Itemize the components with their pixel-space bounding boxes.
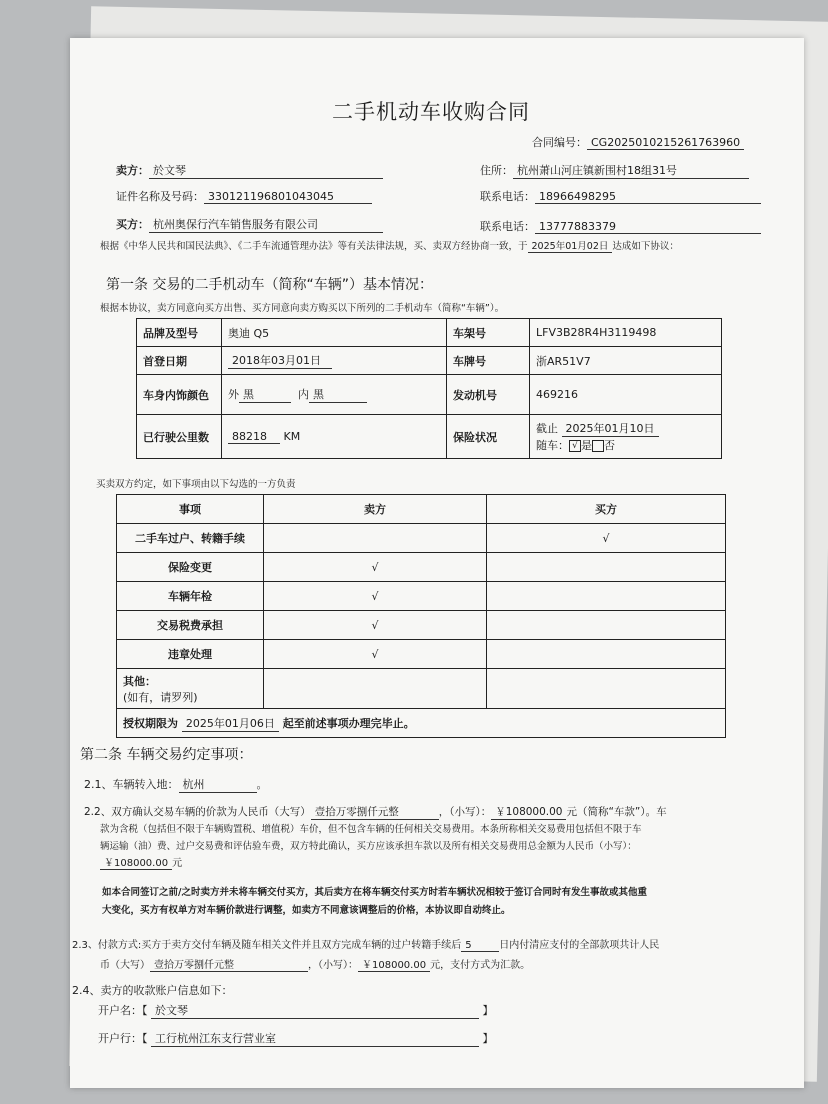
buyer-phone-row: 联系电话： 13777883379 xyxy=(480,218,761,234)
table-row: 违章处理 √ xyxy=(117,640,726,669)
vin-value: LFV3B28R4H3119498 xyxy=(530,319,722,347)
mileage-cell: 88218 KM xyxy=(222,415,447,459)
engine-label: 发动机号 xyxy=(447,375,530,415)
deadline-row: 授权期限为 2025年01月06日 起至前述事项办理完毕止。 xyxy=(117,709,726,738)
col-seller: 卖方 xyxy=(264,495,487,524)
responsibility-table xyxy=(116,494,726,738)
reg-date-cell: 2018年03月01日 xyxy=(222,347,447,375)
yes-checkbox: √ xyxy=(569,440,581,452)
seller-row: 卖方： 於文琴 xyxy=(116,162,383,179)
insurance-cell: 截止 2025年01月10日 随车： √ 是 否 xyxy=(530,415,722,459)
mileage-label: 已行驶公里数 xyxy=(137,415,222,459)
no-checkbox xyxy=(592,440,604,452)
intro-line: 根据《中华人民共和国民法典》、《二手车流通管理办法》等有关法律法规，买、卖双方经协商一致，于 2025年01月02日 达成如下协议： xyxy=(100,238,679,253)
account-name-row: 开户名：【 於文琴 】 xyxy=(98,1004,494,1017)
notice-line2: 大变化，买方有权单方对车辆价款进行调整，如卖方不同意该调整后的价格，本协议即自动终止。 xyxy=(102,905,511,916)
reg-date-label: 首登日期 xyxy=(137,347,222,375)
color-cell: 外 黑 内 黑 xyxy=(222,375,447,415)
clause-2-3-line2: 币（大写） 壹拾万零捌仟元整 ，（小写）： ￥108000.00 元，支付方式为汇款。 xyxy=(100,956,530,972)
article1-title: 第一条 交易的二手机动车（简称“车辆”）基本情况： xyxy=(106,277,433,293)
clause-2-2-line3: 辆运输（油）费、过户交易费和评估验车费，双方特此确认，买方应该承担车款以及所有相关交易费用总金额为人民币（小写）： xyxy=(100,841,637,852)
notice-line1: 如本合同签订之前/之时卖方并未将车辆交付买方，其后卖方在将车辆交付买方时若车辆状况相较于签订合同时有发生事故或其他重 xyxy=(102,887,647,898)
contract-page xyxy=(70,38,804,1088)
seller-address-row: 住所： 杭州萧山河庄镇新围村18组31号 xyxy=(480,162,749,179)
clause-2-4: 2.4、卖方的收款账户信息如下： xyxy=(72,984,233,997)
vin-label: 车架号 xyxy=(447,319,530,347)
article2-title: 第二条 车辆交易约定事项： xyxy=(80,747,253,763)
clause-2-2-line1: 2.2、双方确认交易车辆的价款为人民币（大写） 壹拾万零捌仟元整 ，（小写）： ￥108000.00 元（简称“车款”）。车 xyxy=(84,806,667,818)
insurance-label: 保险状况 xyxy=(447,415,530,459)
color-label: 车身内饰颜色 xyxy=(137,375,222,415)
table-row: 交易税费承担 √ xyxy=(117,611,726,640)
clause-2-2-total: ￥108000.00 元 xyxy=(100,854,182,870)
contract-number: 合同编号： CG2025010215261763960 xyxy=(532,134,744,150)
col-buyer: 买方 xyxy=(487,495,726,524)
clause-2-1: 2.1、车辆转入地： 杭州 。 xyxy=(84,778,268,791)
table-row: 保险变更 √ xyxy=(117,553,726,582)
table-row: 二手车过户、转籍手续 √ xyxy=(117,524,726,553)
agree-intro: 买卖双方约定，如下事项由以下勾选的一方负责 xyxy=(96,479,296,490)
col-item: 事项 xyxy=(117,495,264,524)
engine-value: 469216 xyxy=(530,375,722,415)
id-row: 证件名称及号码： 330121196801043045 xyxy=(116,188,372,204)
account-bank-row: 开户行：【 工行杭州江东支行营业室 】 xyxy=(98,1032,494,1045)
buyer-row: 买方： 杭州奥保行汽车销售服务有限公司 xyxy=(116,216,383,233)
vehicle-table xyxy=(136,318,722,459)
brand-value: 奥迪 Q5 xyxy=(222,319,447,347)
contract-title: 二手机动车收购合同 xyxy=(332,100,530,124)
table-row: 车辆年检 √ xyxy=(117,582,726,611)
article1-desc: 根据本协议，卖方同意向买方出售、买方同意向卖方购买以下所列的二手机动车（简称“车辆”）。 xyxy=(100,303,505,314)
seller-phone-row: 联系电话： 18966498295 xyxy=(480,188,761,204)
plate-label: 车牌号 xyxy=(447,347,530,375)
plate-value: 浙AR51V7 xyxy=(530,347,722,375)
clause-2-3-line1: 2.3、付款方式:买方于卖方交付车辆及随车相关文件并且双方完成车辆的过户转籍手续后 5 日内付清应支付的全部款项共计人民 xyxy=(72,940,660,951)
other-row: 其他： (如有，请罗列) xyxy=(117,669,726,709)
brand-label: 品牌及型号 xyxy=(137,319,222,347)
clause-2-2-line2: 款为含税（包括但不限于车辆购置税、增值税）车价，但不包含车辆的任何相关交易费用。本条所称相关交易费用包括但不限于车 xyxy=(100,824,642,835)
